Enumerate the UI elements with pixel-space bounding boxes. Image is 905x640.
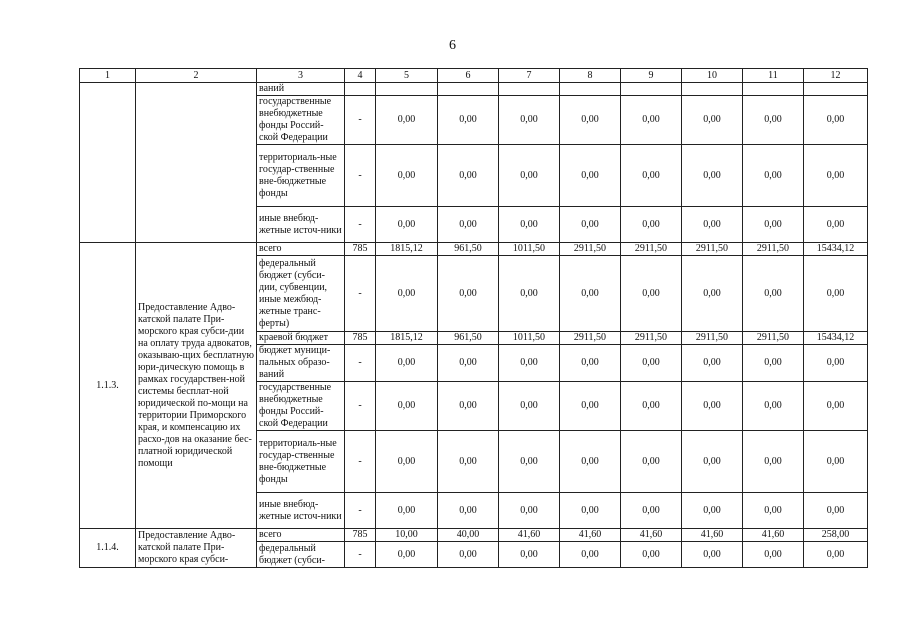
value-cell: 0,00 [560, 493, 621, 529]
value-cell: 0,00 [376, 145, 438, 207]
value-cell: 0,00 [499, 493, 560, 529]
value-cell [682, 83, 743, 96]
value-cell: 1815,12 [376, 243, 438, 256]
value-cell: 961,50 [438, 332, 499, 345]
value-cell: 0,00 [499, 145, 560, 207]
value-cell: 41,60 [560, 529, 621, 542]
value-cell: 0,00 [743, 493, 804, 529]
value-cell: 0,00 [499, 431, 560, 493]
value-cell: 0,00 [621, 256, 682, 332]
value-cell: 0,00 [376, 431, 438, 493]
value-cell: 0,00 [560, 145, 621, 207]
value-cell: 0,00 [438, 256, 499, 332]
value-cell: 0,00 [438, 431, 499, 493]
value-cell: 0,00 [560, 96, 621, 145]
header-cell: 11 [743, 69, 804, 83]
value-cell: 0,00 [438, 345, 499, 382]
value-cell [438, 83, 499, 96]
value-cell: 0,00 [743, 345, 804, 382]
item-code: 1.1.3. [80, 243, 136, 529]
header-cell: 3 [257, 69, 345, 83]
value-cell: 0,00 [743, 431, 804, 493]
item-code-cell [80, 83, 136, 243]
value-cell [345, 83, 376, 96]
value-cell: - [345, 345, 376, 382]
value-cell: 0,00 [804, 96, 868, 145]
value-cell: 0,00 [376, 345, 438, 382]
header-cell: 5 [376, 69, 438, 83]
value-cell: - [345, 382, 376, 431]
value-cell: 0,00 [682, 493, 743, 529]
value-cell: 0,00 [560, 256, 621, 332]
header-cell: 8 [560, 69, 621, 83]
table-row [80, 529, 868, 542]
table-row [80, 243, 868, 256]
value-cell: 0,00 [499, 207, 560, 243]
value-cell: 1011,50 [499, 332, 560, 345]
source-label: краевой бюджет [257, 332, 345, 345]
item-name: Предоставление Адво-катской палате При-морского края субси- [136, 529, 257, 568]
value-cell: 0,00 [682, 145, 743, 207]
value-cell: 0,00 [621, 145, 682, 207]
value-cell: 0,00 [438, 145, 499, 207]
header-cell: 2 [136, 69, 257, 83]
value-cell: 0,00 [560, 431, 621, 493]
source-label: территориаль-ные государ-ственные вне-бюджетные фонды [257, 145, 345, 207]
value-cell: 0,00 [438, 542, 499, 568]
header-cell: 6 [438, 69, 499, 83]
value-cell: 10,00 [376, 529, 438, 542]
value-cell: 2911,50 [621, 332, 682, 345]
value-cell: 0,00 [499, 382, 560, 431]
value-cell: 2911,50 [682, 332, 743, 345]
value-cell: 2911,50 [560, 332, 621, 345]
value-cell: 0,00 [682, 256, 743, 332]
value-cell: 2911,50 [743, 332, 804, 345]
value-cell: 0,00 [682, 382, 743, 431]
value-cell: 41,60 [499, 529, 560, 542]
value-cell: 0,00 [438, 96, 499, 145]
value-cell: 0,00 [560, 207, 621, 243]
value-cell: 0,00 [499, 345, 560, 382]
value-cell: 0,00 [804, 493, 868, 529]
value-cell: 0,00 [621, 431, 682, 493]
source-label: иные внебюд-жетные источ-ники [257, 493, 345, 529]
value-cell: - [345, 493, 376, 529]
value-cell [804, 83, 868, 96]
value-cell: - [345, 145, 376, 207]
value-cell: 785 [345, 243, 376, 256]
source-label: бюджет муници-пальных образо-ваний [257, 345, 345, 382]
value-cell: 0,00 [804, 345, 868, 382]
value-cell: 0,00 [621, 382, 682, 431]
value-cell: 0,00 [743, 207, 804, 243]
value-cell: 0,00 [499, 96, 560, 145]
value-cell: 1011,50 [499, 243, 560, 256]
value-cell: 41,60 [682, 529, 743, 542]
value-cell: 0,00 [621, 345, 682, 382]
header-cell: 12 [804, 69, 868, 83]
value-cell: 2911,50 [560, 243, 621, 256]
value-cell: 41,60 [743, 529, 804, 542]
value-cell: 0,00 [804, 145, 868, 207]
value-cell [743, 83, 804, 96]
value-cell: 0,00 [560, 382, 621, 431]
value-cell: 2911,50 [682, 243, 743, 256]
value-cell: - [345, 431, 376, 493]
source-label: иные внебюд-жетные источ-ники [257, 207, 345, 243]
header-cell: 9 [621, 69, 682, 83]
value-cell: - [345, 96, 376, 145]
page-number: 6 [449, 38, 456, 53]
value-cell: 0,00 [743, 542, 804, 568]
budget-table [79, 68, 868, 568]
value-cell: - [345, 256, 376, 332]
value-cell: 0,00 [621, 207, 682, 243]
table-row [80, 83, 868, 96]
value-cell: 0,00 [376, 493, 438, 529]
value-cell: 0,00 [499, 256, 560, 332]
value-cell: 0,00 [682, 207, 743, 243]
source-label: федеральный бюджет (субси-дии, субвенции, иные межбюд-жетные транс-ферты) [257, 256, 345, 332]
value-cell: 15434,12 [804, 243, 868, 256]
value-cell [499, 83, 560, 96]
source-label: государственные внебюджетные фонды Россий-ской Федерации [257, 96, 345, 145]
header-cell: 7 [499, 69, 560, 83]
source-label: ваний [257, 83, 345, 96]
header-cell: 4 [345, 69, 376, 83]
header-row [80, 69, 868, 83]
value-cell: 0,00 [743, 96, 804, 145]
value-cell: 0,00 [621, 493, 682, 529]
value-cell: 0,00 [804, 207, 868, 243]
value-cell: 0,00 [682, 542, 743, 568]
source-label: всего [257, 243, 345, 256]
value-cell: 41,60 [621, 529, 682, 542]
value-cell: 0,00 [560, 345, 621, 382]
value-cell: 0,00 [376, 256, 438, 332]
item-name-cell [136, 83, 257, 243]
value-cell: 0,00 [376, 96, 438, 145]
value-cell: 0,00 [376, 207, 438, 243]
value-cell [621, 83, 682, 96]
value-cell: 0,00 [438, 382, 499, 431]
source-label: государственные внебюджетные фонды Россий-ской Федерации [257, 382, 345, 431]
value-cell: 0,00 [376, 542, 438, 568]
value-cell: 0,00 [438, 207, 499, 243]
item-code: 1.1.4. [80, 529, 136, 568]
header-cell: 10 [682, 69, 743, 83]
value-cell: 961,50 [438, 243, 499, 256]
value-cell: 0,00 [682, 96, 743, 145]
table-body [80, 83, 868, 568]
value-cell: 0,00 [438, 493, 499, 529]
value-cell: 785 [345, 529, 376, 542]
value-cell: - [345, 207, 376, 243]
value-cell: 0,00 [804, 382, 868, 431]
value-cell [560, 83, 621, 96]
value-cell: 0,00 [743, 145, 804, 207]
source-label: территориаль-ные государ-ственные вне-бюджетные фонды [257, 431, 345, 493]
source-label: федеральный бюджет (субси- [257, 542, 345, 568]
value-cell: 0,00 [560, 542, 621, 568]
value-cell: 0,00 [621, 542, 682, 568]
value-cell: 0,00 [804, 542, 868, 568]
value-cell: 0,00 [499, 542, 560, 568]
value-cell: 258,00 [804, 529, 868, 542]
item-name: Предоставление Адво-катской палате При-морского края субси-дии на оплату труда адвокатов, оказываю-щих бесплатную юри-дическую помощь в рамках государствен-ной системы бесплат-ной юридической по-мощи на территории Приморского края, и компенсацию их расхо-дов на оказание бес-платной юридической помощи [136, 243, 257, 529]
value-cell: 0,00 [743, 382, 804, 431]
value-cell: 40,00 [438, 529, 499, 542]
value-cell: 0,00 [804, 256, 868, 332]
value-cell: 0,00 [682, 431, 743, 493]
source-label: всего [257, 529, 345, 542]
value-cell: 0,00 [621, 96, 682, 145]
value-cell: 2911,50 [743, 243, 804, 256]
value-cell: 1815,12 [376, 332, 438, 345]
value-cell: 0,00 [682, 345, 743, 382]
value-cell: 785 [345, 332, 376, 345]
value-cell: 2911,50 [621, 243, 682, 256]
value-cell: 0,00 [376, 382, 438, 431]
value-cell: 0,00 [804, 431, 868, 493]
value-cell: 15434,12 [804, 332, 868, 345]
value-cell: 0,00 [743, 256, 804, 332]
header-cell: 1 [80, 69, 136, 83]
value-cell: - [345, 542, 376, 568]
value-cell [376, 83, 438, 96]
